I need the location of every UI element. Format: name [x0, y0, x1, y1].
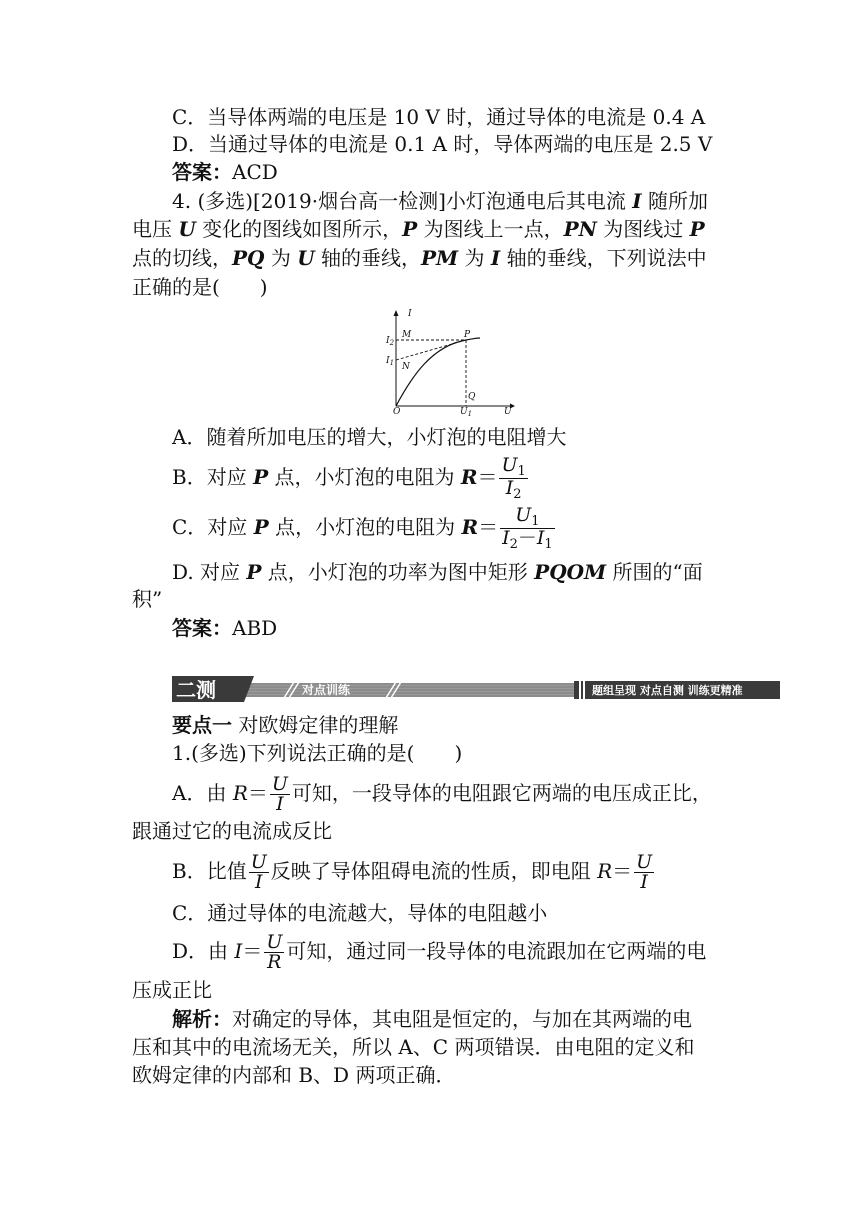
y-axis-arrow [394, 310, 399, 316]
q4-option-d: D. 对应 P 点，小灯泡的功率为图中矩形 PQOM 所围的“面 [172, 560, 703, 584]
section-title: 要点一 [172, 713, 232, 737]
banner-middle-text: 对点训练 [302, 683, 351, 697]
q4-text: 电压 [132, 217, 179, 241]
answer-value: ABD [232, 616, 278, 640]
q4-text: 为图线过 [596, 217, 690, 241]
banner-divider [579, 681, 581, 699]
q4-var: PN [563, 217, 597, 241]
q4-var: P [402, 217, 418, 241]
q1-option-c: C．通过导体的电流越大，导体的电阻越小 [172, 901, 548, 925]
answer-label: 答案： [172, 160, 232, 184]
q4-text: 为图线上一点， [417, 217, 564, 241]
q4-var: U [178, 217, 196, 241]
axis-label-i: I [408, 309, 412, 319]
fraction-u-over-r: $\frac{U}{R}$ [266, 931, 283, 973]
tick-label-i1: $I_1$ [386, 356, 395, 367]
q4-text: 为 [458, 246, 491, 270]
q4-var: PM [421, 246, 459, 270]
q4-option-d-line-2: 积” [132, 587, 163, 611]
tick-label-i2: $I_2$ [386, 336, 395, 347]
analysis-line-3: 欧姆定律的内部和 B、D 两项正确． [132, 1063, 456, 1087]
q4-option-c: C．对应 P 点，小灯泡的电阻为 R＝ $\frac{U_1}{I_2-I_1}$ [172, 504, 553, 552]
q1-option-a-line-2: 跟通过它的电流成反比 [132, 819, 332, 843]
answer-label: 答案： [172, 616, 232, 640]
axis-label-u: U [504, 407, 512, 417]
q4-text: 点的切线， [132, 246, 232, 270]
q1-option-b: B．比值 $\frac{U}{I}$ 反映了导体阻碍电流的性质，即电阻 R＝ $\frac{U}{I}$ [172, 851, 653, 893]
q4-text: 轴的垂线，下列说法中 [500, 246, 707, 270]
analysis-text: 对确定的导体，其电阻是恒定的，与加在其两端的电 [232, 1007, 692, 1031]
q1-option-d-line-2: 压成正比 [132, 978, 212, 1002]
q4-option-a: A．随着所加电压的增大，小灯泡的电阻增大 [172, 425, 567, 449]
point-label-q: Q [468, 392, 476, 402]
fraction-u-over-i: $\frac{U}{I}$ [636, 851, 653, 893]
answer-line [172, 159, 278, 185]
fraction-u-over-i: $\frac{U}{I}$ [250, 851, 267, 893]
q4-var: PQ [232, 246, 265, 270]
q4-var: I [490, 246, 501, 270]
q4-line-3 [132, 245, 707, 271]
q4-line-4: 正确的是( ) [132, 275, 268, 299]
q4-line-1 [172, 188, 708, 214]
q1-stem: 1.(多选)下列说法正确的是( ) [172, 741, 463, 765]
q1-option-a: A．由 R＝ $\frac{U}{I}$ 可知，一段导体的电阻跟它两端的电压成正比， [172, 773, 712, 815]
q4-text: 轴的垂线， [314, 246, 421, 270]
q4-var: I [632, 189, 642, 213]
section-heading [172, 712, 398, 738]
answer-line [172, 615, 277, 641]
q4-text: 4. (多选)[2019·烟台高一检测]小灯泡通电后其电流 [172, 189, 633, 213]
point-label-n: N [402, 362, 410, 372]
q1-option-d: D．由 I＝ $\frac{U}{R}$ 可知，通过同一段导体的电流跟加在它两端的电 [172, 931, 707, 973]
fraction-u1-over-i2: $\frac{U_1}{I_2}$ [501, 454, 526, 502]
section-banner [172, 676, 780, 702]
tick-label-u1: $U_1$ [460, 407, 473, 418]
origin-label: O [393, 407, 401, 417]
q4-var: U [297, 246, 315, 270]
q4-line-2 [132, 216, 705, 242]
banner-title: 二测 [176, 678, 216, 702]
fraction-u1-over-i2-minus-i1: $\frac{U_1}{I_2-I_1}$ [502, 504, 553, 552]
option-d-text: D．当通过导体的电流是 0.1 A 时，导体两端的电压是 2.5 V [172, 132, 713, 156]
banner-right-text: 题组呈现 对点自测 训练更精准 [592, 684, 743, 697]
q4-option-b: B．对应 P 点，小灯泡的电阻为 R＝ $\frac{U_1}{I_2}$ [172, 454, 526, 502]
fraction-u-over-i: $\frac{U}{I}$ [271, 773, 288, 815]
q4-text: 变化的图线如图所示， [195, 217, 403, 241]
q4-text: 为 [264, 246, 298, 270]
q4-var: P [689, 217, 705, 241]
option-c-text: C．当导体两端的电压是 10 V 时，通过导体的电流是 0.4 A [172, 105, 706, 129]
point-label-m: M [402, 330, 412, 340]
section-subtitle: 对欧姆定律的理解 [232, 713, 399, 737]
analysis-line-1 [172, 1006, 692, 1032]
iu-graph [382, 306, 522, 418]
answer-value: ACD [232, 160, 278, 184]
analysis-label: 解析： [172, 1007, 232, 1031]
q4-text: 随所加 [641, 189, 708, 213]
banner-divider [583, 681, 585, 699]
analysis-line-2: 压和其中的电流场无关，所以 A、C 两项错误．由电阻的定义和 [132, 1035, 695, 1059]
point-label-p: P [464, 330, 471, 340]
